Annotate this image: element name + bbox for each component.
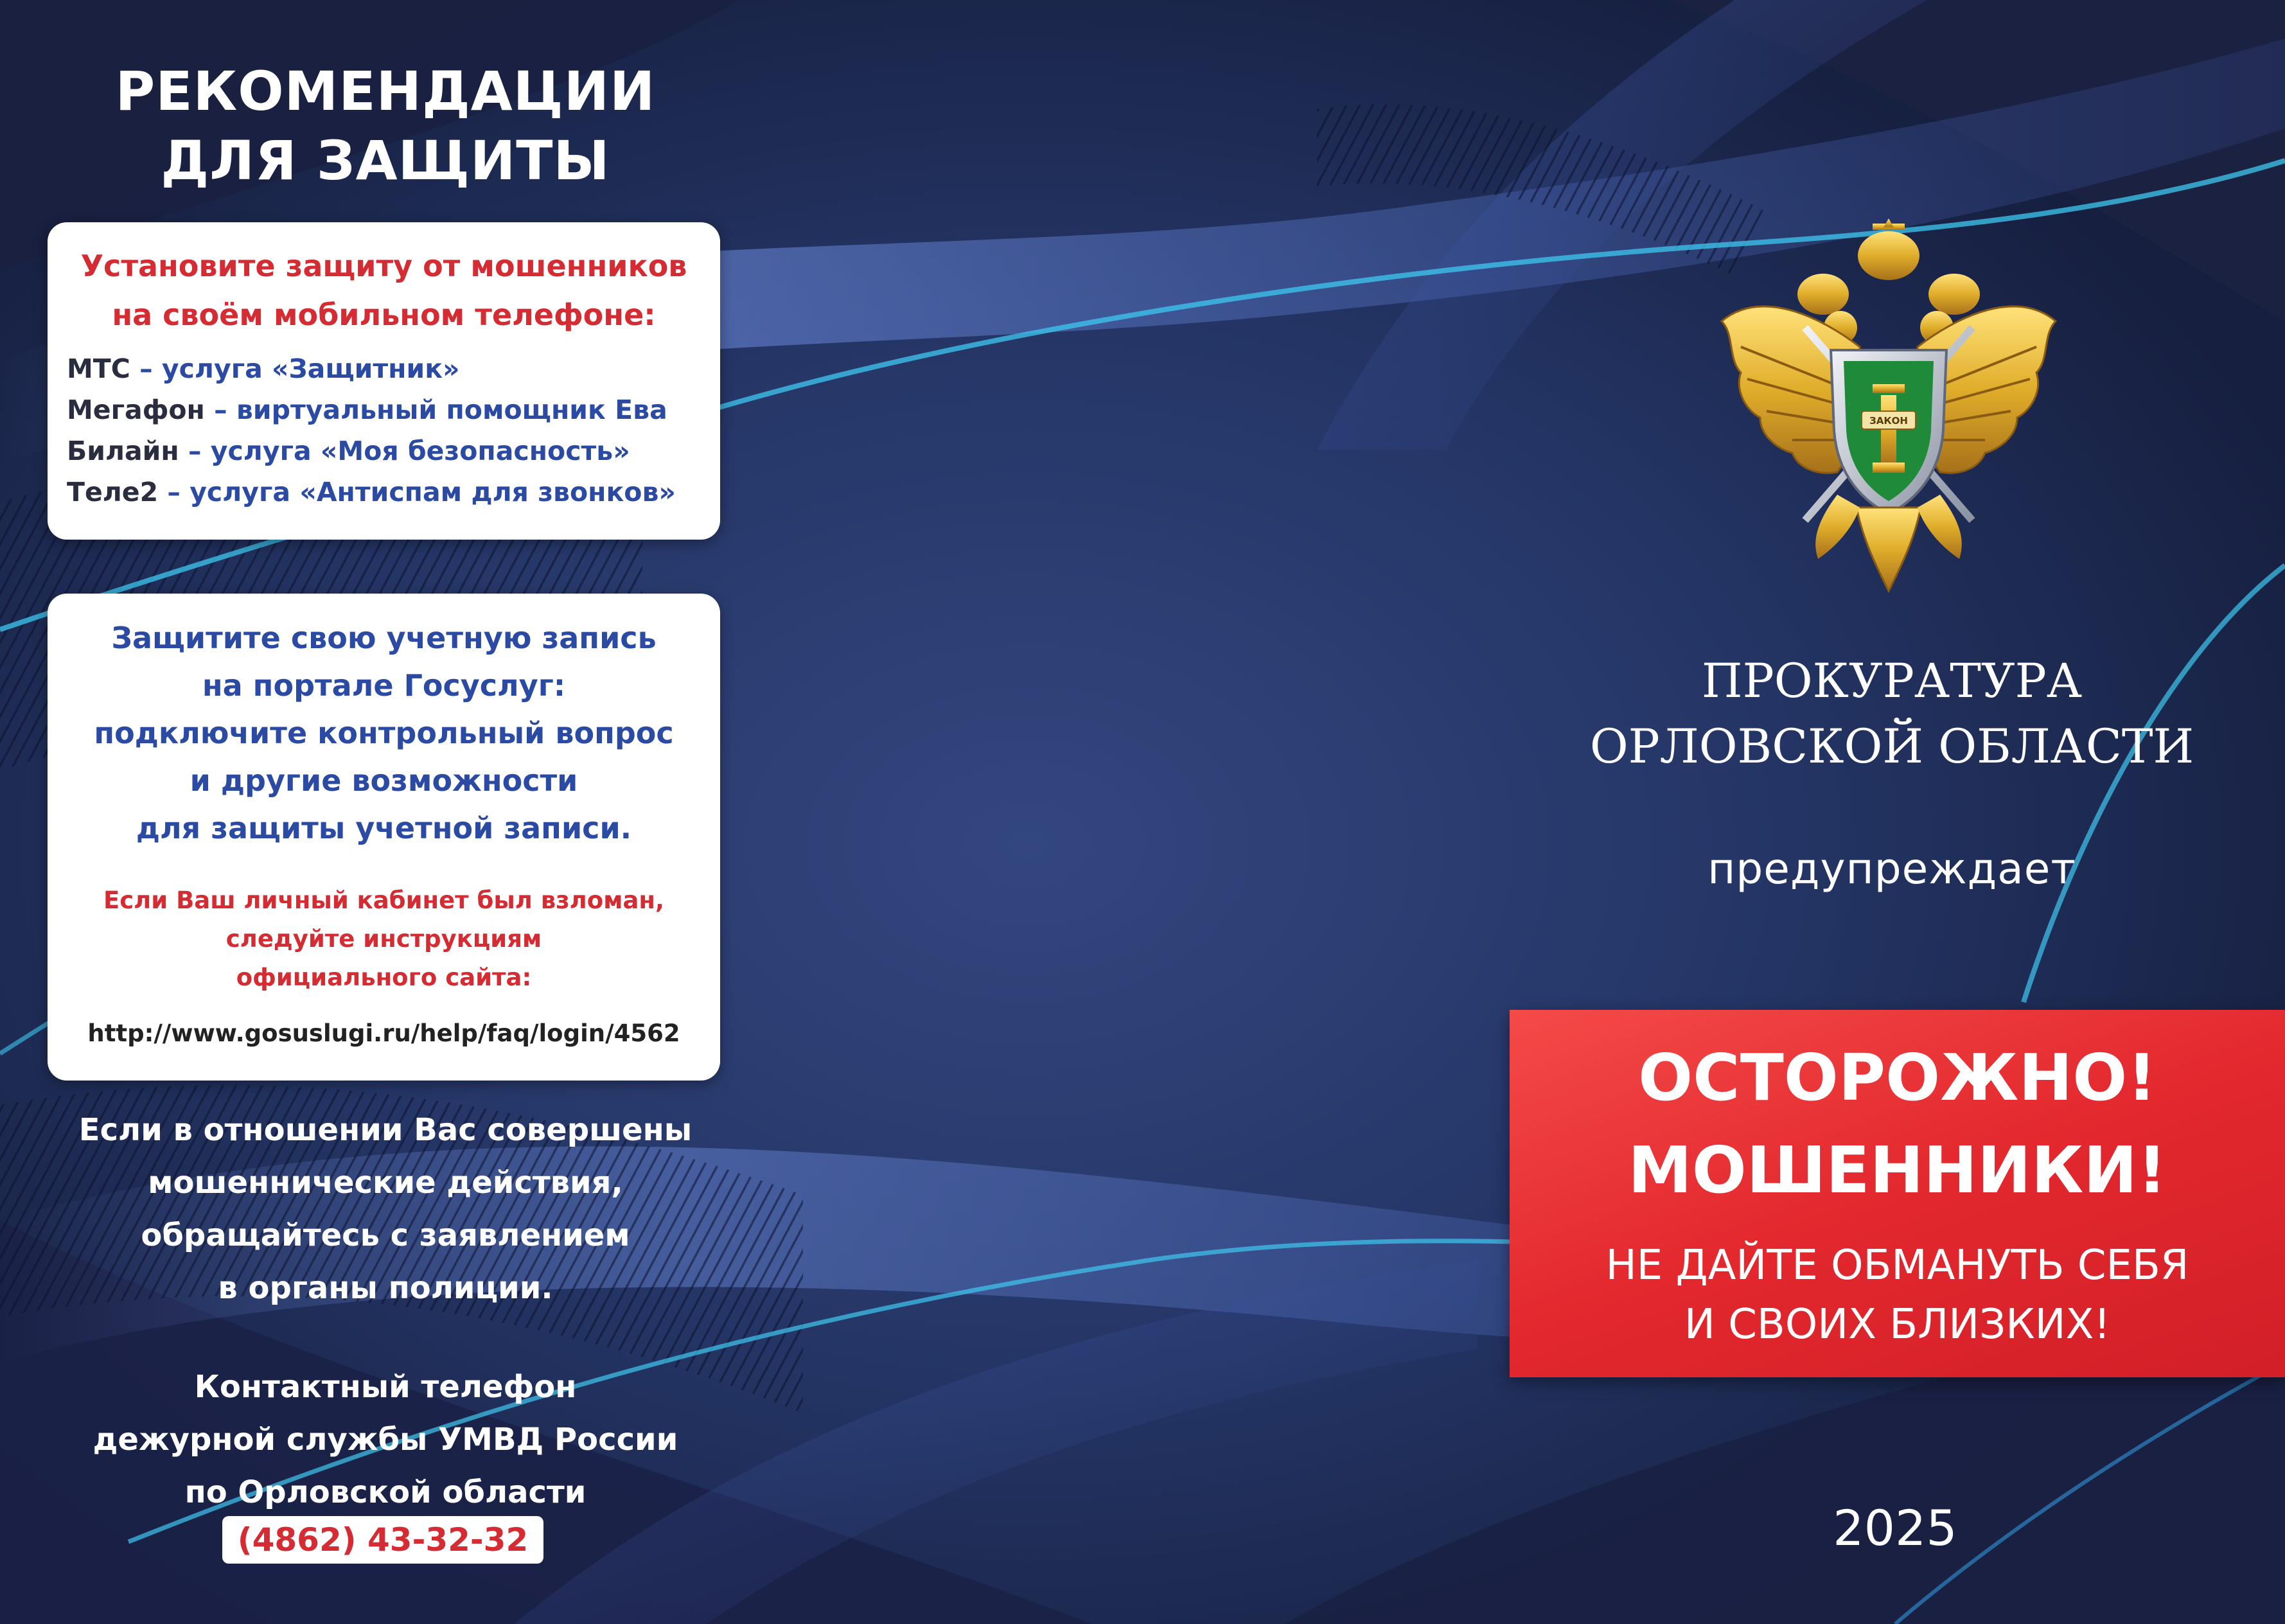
- operator-name: Билайн: [67, 436, 179, 466]
- operator-row: [67, 348, 709, 389]
- banner-sub-line-2: И СВОИХ БЛИЗКИХ!: [1684, 1301, 2110, 1348]
- police-advice: [26, 1104, 745, 1314]
- operator-row: [67, 472, 709, 513]
- operator-name: Теле2: [67, 477, 159, 508]
- gosuslugi-line: и другие возможности: [190, 763, 578, 798]
- mobile-heading-line-2: на своём мобильном телефоне:: [112, 297, 656, 332]
- duty-phone-number[interactable]: (4862) 43-32-32: [222, 1516, 543, 1564]
- operator-service: – услуга «Антиспам для звонков»: [158, 477, 676, 508]
- operator-list: [67, 348, 709, 513]
- banner-line-1: ОСТОРОЖНО!: [1638, 1040, 2157, 1115]
- alert-line: Если Ваш личный кабинет был взломан,: [103, 887, 665, 914]
- title-line-2: ДЛЯ ЗАЩИТЫ: [161, 129, 610, 192]
- mobile-card-heading: [48, 242, 720, 339]
- mobile-protection-card: [48, 222, 720, 540]
- gosuslugi-help-link[interactable]: http://www.gosuslugi.ru/help/faq/login/4562: [87, 1019, 680, 1047]
- mobile-heading-line-1: Установите защиту от мошенников: [80, 249, 687, 283]
- emblem-shield-text: ЗАКОН: [1869, 415, 1908, 427]
- operator-service: – виртуальный помощник Ева: [204, 394, 667, 425]
- banner-headline: [1510, 1032, 2285, 1217]
- operator-name: Мегафон: [67, 394, 205, 425]
- police-line: в органы полиции.: [218, 1270, 553, 1306]
- fraud-warning-banner: [1510, 1010, 2285, 1377]
- org-line-1: ПРОКУРАТУРА: [1701, 654, 2083, 709]
- banner-line-2: МОШЕННИКИ!: [1628, 1133, 2167, 1208]
- operator-service: – услуга «Защитник»: [130, 353, 460, 384]
- contact-line: по Орловской области: [184, 1474, 587, 1510]
- title-line-1: РЕКОМЕНДАЦИИ: [115, 60, 656, 123]
- gosuslugi-line: Защитите свою учетную запись: [111, 621, 657, 655]
- organization-name: [1542, 649, 2242, 780]
- year-label: 2025: [1833, 1499, 1957, 1557]
- recommendations-title: [45, 57, 726, 195]
- gosuslugi-line: на портале Госуслуг:: [202, 668, 566, 703]
- gosuslugi-protection-card: [48, 594, 720, 1081]
- gosuslugi-line: для защиты учетной записи.: [136, 811, 632, 845]
- contact-line: дежурной службы УМВД России: [93, 1422, 678, 1458]
- police-line: мошеннические действия,: [148, 1165, 623, 1201]
- operator-row: [67, 430, 709, 472]
- operator-row: [67, 389, 709, 430]
- org-line-2: ОРЛОВСКОЙ ОБЛАСТИ: [1589, 719, 2194, 774]
- contact-info: [26, 1361, 745, 1519]
- gosuslugi-line: подключите контрольный вопрос: [94, 716, 674, 750]
- alert-line: следуйте инструкциям: [225, 925, 542, 953]
- operator-name: МТС: [67, 353, 130, 384]
- alert-line: официального сайта:: [236, 964, 532, 991]
- police-line: обращайтесь с заявлением: [141, 1217, 630, 1253]
- gosuslugi-card-heading: [48, 614, 720, 852]
- hacked-account-alert: [48, 881, 720, 997]
- prosecutor-emblem-icon: [1709, 218, 2069, 597]
- banner-subtext: [1510, 1236, 2285, 1354]
- contact-line: Контактный телефон: [194, 1369, 577, 1405]
- warns-text: предупреждает: [1707, 844, 2076, 894]
- police-line: Если в отношении Вас совершены: [78, 1112, 693, 1148]
- operator-service: – услуга «Моя безопасность»: [179, 436, 630, 466]
- banner-sub-line-1: НЕ ДАЙТЕ ОБМАНУТЬ СЕБЯ: [1605, 1242, 2189, 1289]
